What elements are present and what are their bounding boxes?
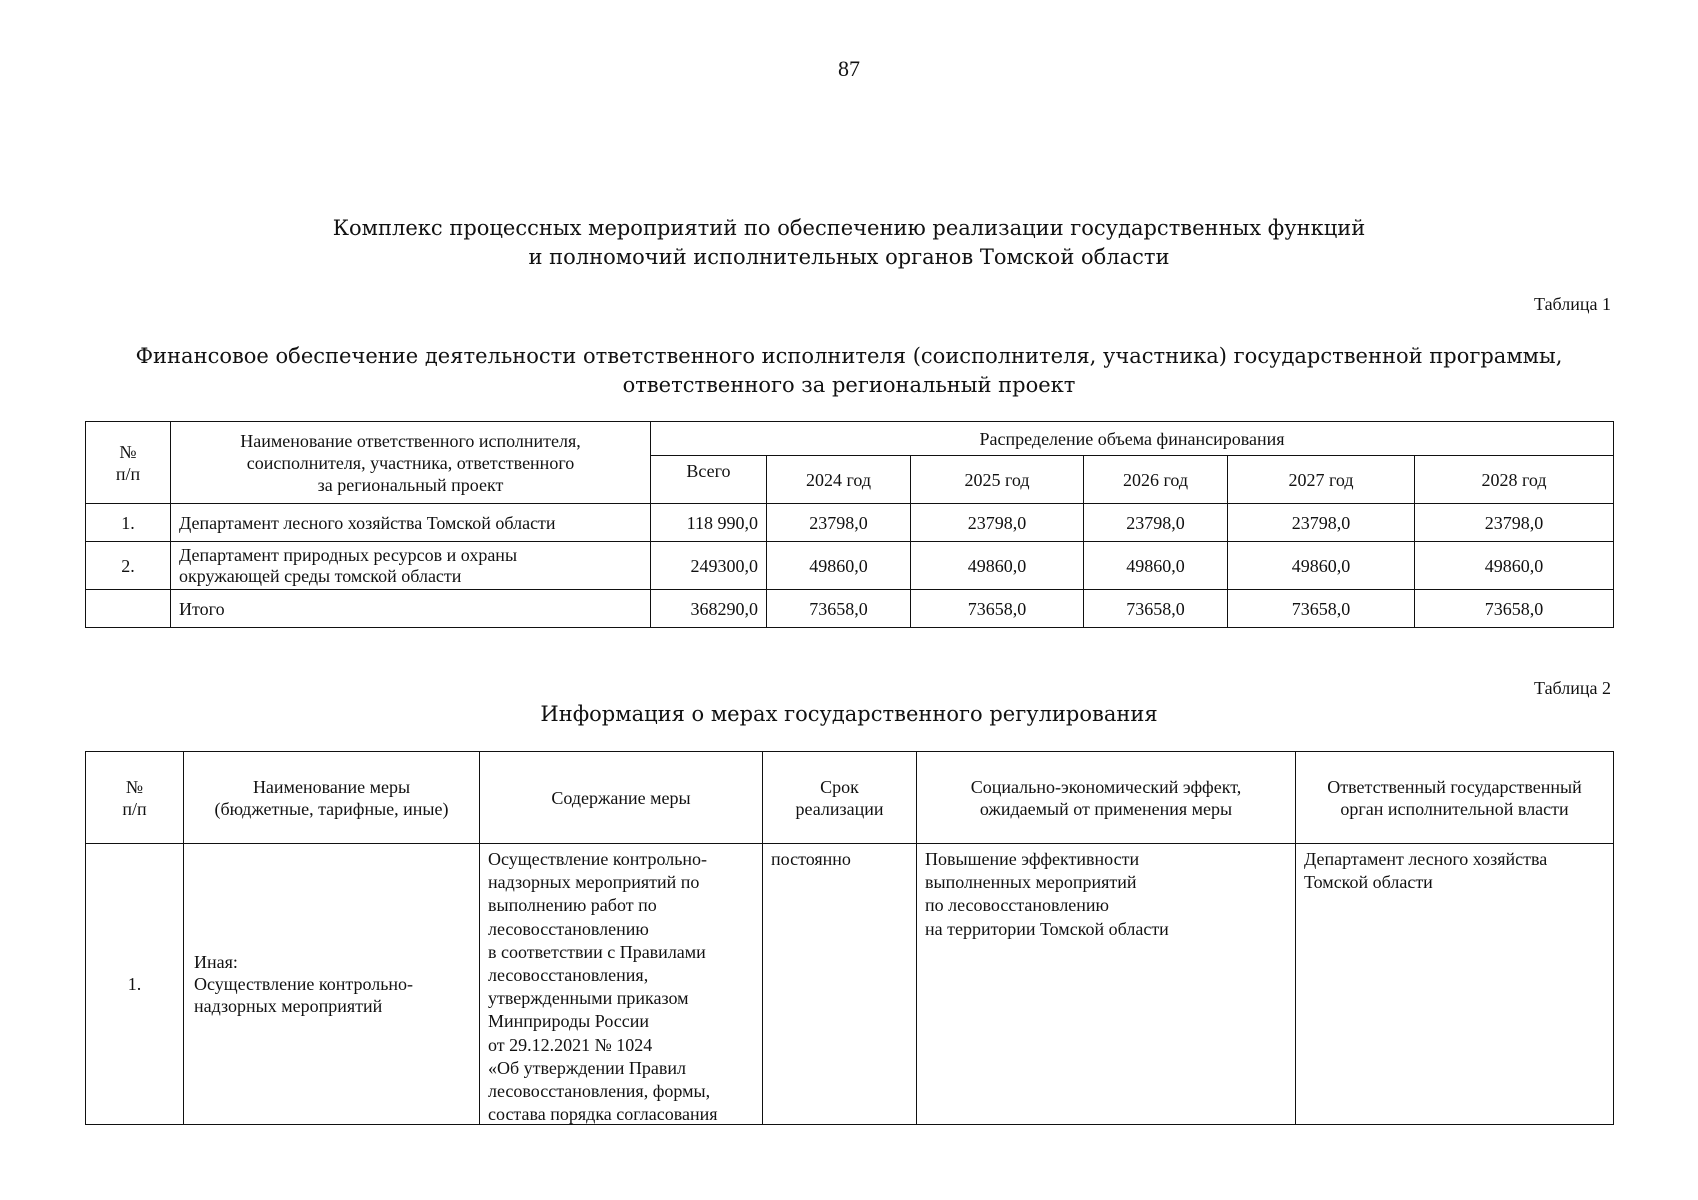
row-measure-name: Иная: Осуществление контрольно- надзорных мероприятий <box>184 844 480 1125</box>
row-executor-name: Департамент лесного хозяйства Томской области <box>171 504 651 542</box>
header-measure-name: Наименование меры (бюджетные, тарифные, иные) <box>184 752 480 844</box>
table-row <box>86 844 1614 1125</box>
row-executor-name: Департамент природных ресурсов и охраны окружающей среды томской области <box>171 542 651 590</box>
table2-title: Информация о мерах государственного регулирования <box>540 702 1158 726</box>
complex-title-line-2: и полномочий исполнительных органов Томской области <box>528 245 1170 269</box>
header-year: 2025 год <box>911 456 1084 504</box>
header-num: № п/п <box>86 752 184 844</box>
header-authority: Ответственный государственный орган исполнительной власти <box>1296 752 1614 844</box>
row-year-value: 73658,0 <box>1228 590 1415 628</box>
header-effect: Социально-экономический эффект, ожидаемый от применения меры <box>917 752 1296 844</box>
table1-header-row <box>86 422 1614 456</box>
table2-header-row <box>86 752 1614 844</box>
header-year: 2027 год <box>1228 456 1415 504</box>
row-authority: Департамент лесного хозяйства Томской области <box>1296 844 1614 1125</box>
row-year-value: 49860,0 <box>911 542 1084 590</box>
row-year-value: 23798,0 <box>767 504 911 542</box>
complex-title <box>0 214 1698 272</box>
table2-label: Таблица 2 <box>1534 678 1611 698</box>
financing-table <box>85 421 1614 628</box>
complex-title-line-1: Комплекс процессных мероприятий по обеспечению реализации государственных функций <box>332 216 1366 240</box>
row-year-value: 23798,0 <box>1084 504 1228 542</box>
header-year: 2028 год <box>1415 456 1614 504</box>
header-content: Содержание меры <box>480 752 763 844</box>
header-term: Срок реализации <box>763 752 917 844</box>
row-year-value: 73658,0 <box>1084 590 1228 628</box>
row-year-value: 73658,0 <box>1415 590 1614 628</box>
row-year-value: 49860,0 <box>1415 542 1614 590</box>
row-total: 368290,0 <box>651 590 767 628</box>
table1-title-line-2: ответственного за региональный проект <box>622 373 1076 397</box>
row-year-value: 73658,0 <box>911 590 1084 628</box>
row-total: 249300,0 <box>651 542 767 590</box>
header-executor-name: Наименование ответственного исполнителя, соисполнителя, участника, ответственного за региональный проект <box>171 422 651 504</box>
row-num: 1. <box>86 504 171 542</box>
header-num: № п/п <box>86 422 171 504</box>
row-term: постоянно <box>763 844 917 1125</box>
row-content <box>480 844 763 1125</box>
table1-title-line-1: Финансовое обеспечение деятельности ответственного исполнителя (соисполнителя, участника) государственной программы, <box>135 344 1563 368</box>
header-year: 2026 год <box>1084 456 1228 504</box>
row-content-text: Осуществление контрольно- надзорных мероприятий по выполнению работ по лесовосстановлению в соответствии с Правилами лесовосстановления, утвержденными приказом Минприроды России от 29.12.2021 № 1024 «Об утверждении Правил лесовосстановления, формы, состава порядка согласования <box>488 849 718 1124</box>
regulation-measures-table <box>85 751 1614 1125</box>
table-row-total <box>86 590 1614 628</box>
header-distribution: Распределение объема финансирования <box>651 422 1614 456</box>
header-total: Всего <box>651 456 767 504</box>
row-year-value: 23798,0 <box>911 504 1084 542</box>
table1-title <box>0 342 1698 400</box>
row-year-value: 49860,0 <box>767 542 911 590</box>
row-year-value: 23798,0 <box>1228 504 1415 542</box>
row-total: 118 990,0 <box>651 504 767 542</box>
row-executor-name: Итого <box>171 590 651 628</box>
table-row <box>86 504 1614 542</box>
row-year-value: 23798,0 <box>1415 504 1614 542</box>
table1-label: Таблица 1 <box>1534 294 1611 314</box>
row-year-value: 49860,0 <box>1228 542 1415 590</box>
row-year-value: 73658,0 <box>767 590 911 628</box>
page-number: 87 <box>838 56 860 81</box>
row-num: 1. <box>86 844 184 1125</box>
row-num <box>86 590 171 628</box>
table-row <box>86 542 1614 590</box>
row-effect: Повышение эффективности выполненных мероприятий по лесовосстановлению на территории Томской области <box>917 844 1296 1125</box>
header-year: 2024 год <box>767 456 911 504</box>
row-year-value: 49860,0 <box>1084 542 1228 590</box>
row-num: 2. <box>86 542 171 590</box>
